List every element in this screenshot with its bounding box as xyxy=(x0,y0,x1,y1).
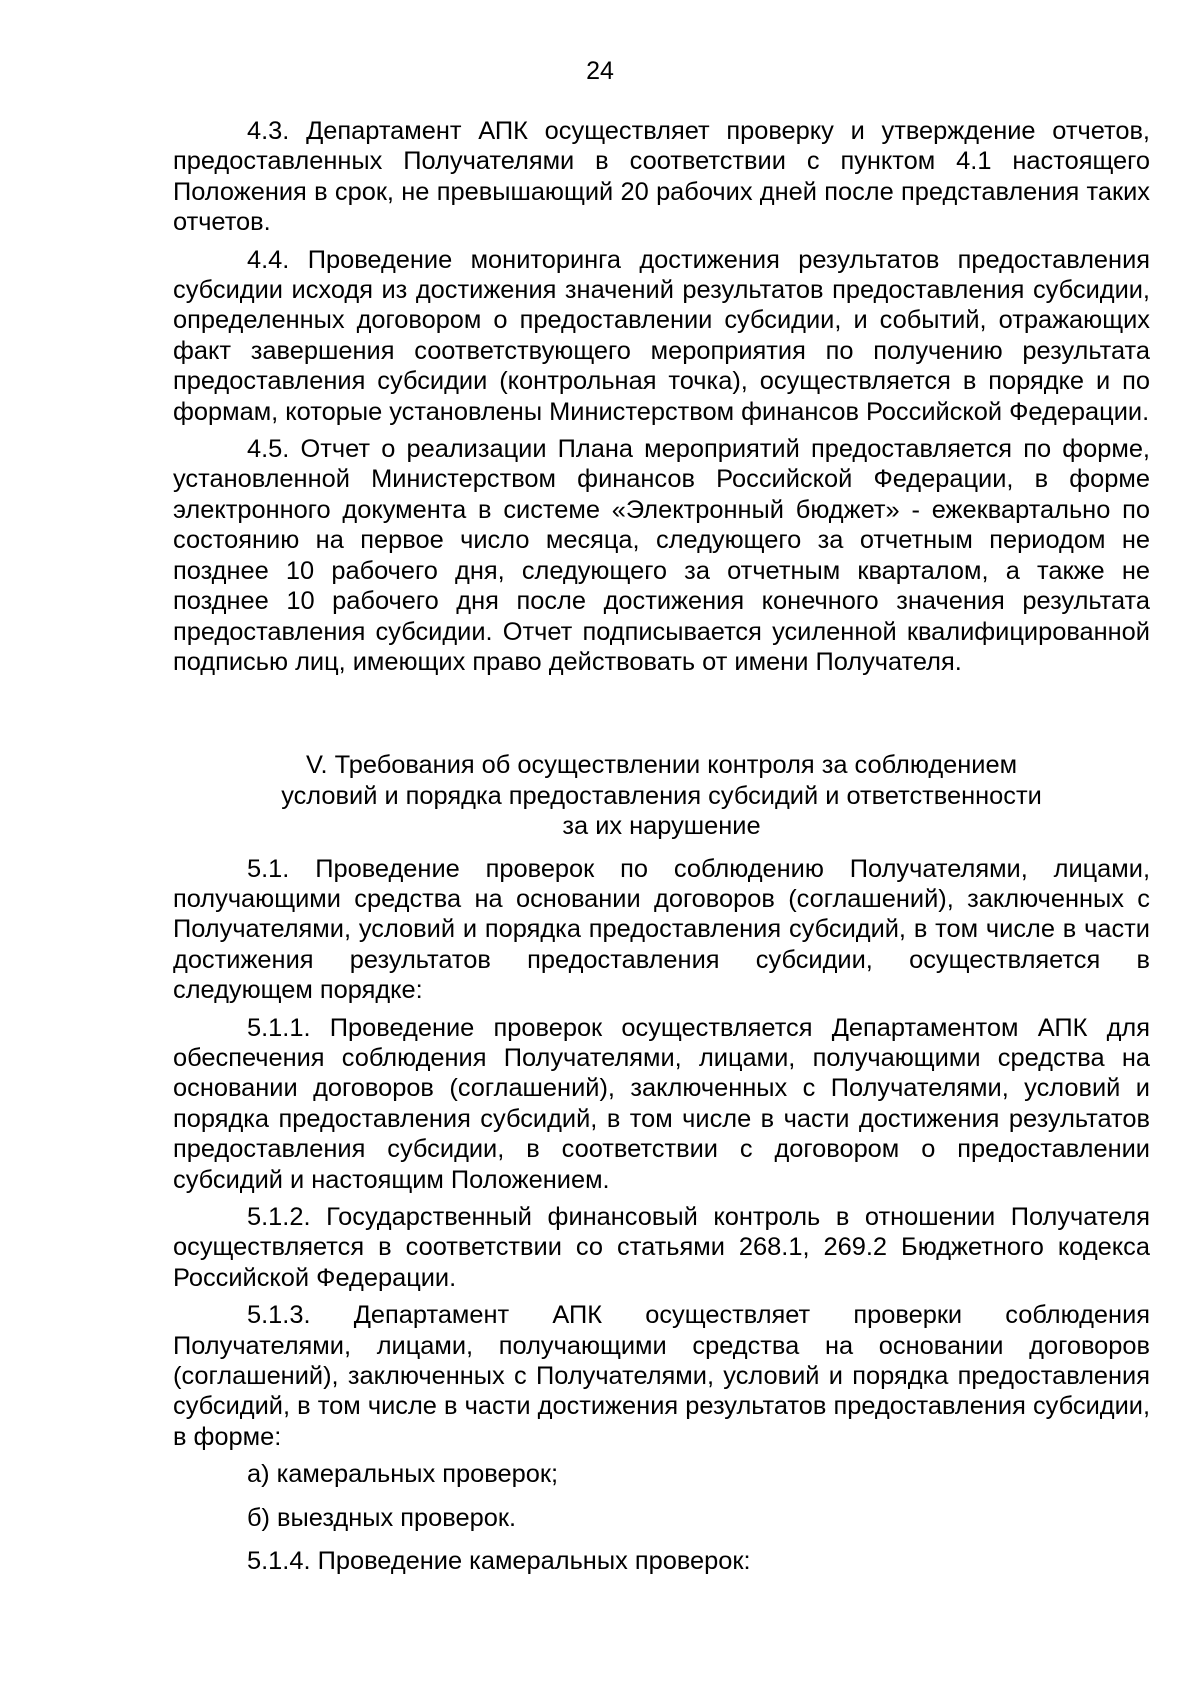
page-number: 24 xyxy=(586,57,614,85)
paragraph-4-3: 4.3. Департамент АПК осуществляет проверку и утверждение отчетов, предоставленных Получателями в соответствии с пунктом 4.1 настоящего Положения в срок, не превышающий 20 рабочих дней после представления таких отчетов. xyxy=(173,117,1150,237)
paragraph-5-1: 5.1. Проведение проверок по соблюдению Получателями, лицами, получающими средства на основании договоров (соглашений), заключенных с Получателями, условий и порядка предоставления субсидий, в том числе в части достижения результатов предоставления субсидии, осуществляется в следующем порядке: xyxy=(173,854,1150,1005)
section-heading-line: условий и порядка предоставления субсидий и ответственности xyxy=(281,781,1042,810)
paragraph-5-1-3: 5.1.3. Департамент АПК осуществляет проверки соблюдения Получателями, лицами, получающими средства на основании договоров (соглашений), заключенных с Получателями, условий и порядка предоставления субсидий, в том числе в части достижения результатов предоставления субсидии, в форме: xyxy=(173,1301,1150,1451)
paragraph-5-1-1: 5.1.1. Проведение проверок осуществляется Департаментом АПК для обеспечения соблюдения Получателями, лицами, получающими средства на основании договоров (соглашений), заключенных с Получателями, условий и порядка предоставления субсидий, в том числе в части достижения результатов предоставления субсидии, в соответствии с договором о предоставлении субсидий и настоящим Положением. xyxy=(173,1013,1150,1194)
section-heading-line: за их нарушение xyxy=(562,812,761,841)
document-body xyxy=(173,116,1150,1583)
section-heading xyxy=(173,750,1150,841)
paragraph-4-5: 4.5. Отчет о реализации Плана мероприятий предоставляется по форме, установленной Министерством финансов Российской Федерации, в форме электронного документа в системе «Электронный бюджет» - ежеквартально по состоянию на первое число месяца, следующего за отчетным периодом не позднее 10 рабочего дня, следующего за отчетным кварталом, а также не позднее 10 рабочего дня после достижения конечного значения результата предоставления субсидии. Отчет подписывается усиленной квалифицированной подписью лиц, имеющих право действовать от имени Получателя. xyxy=(173,435,1150,676)
paragraph-4-4: 4.4. Проведение мониторинга достижения результатов предоставления субсидии исходя из достижения значений результатов предоставления субсидии, определенных договором о предоставлении субсидии, и событий, отражающих факт завершения соответствующего мероприятия по получению результата предоставления субсидии (контрольная точка), осуществляется в порядке и по формам, которые установлены Министерством финансов Российской Федерации. xyxy=(173,245,1150,426)
paragraph-5-1-2: 5.1.2. Государственный финансовый контроль в отношении Получателя осуществляется в соответствии со статьями 268.1, 269.2 Бюджетного кодекса Российской Федерации. xyxy=(173,1203,1150,1292)
list-item-a: а) камеральных проверок; xyxy=(247,1460,559,1489)
list-item-b: б) выездных проверок. xyxy=(247,1503,516,1532)
paragraph-5-1-4: 5.1.4. Проведение камеральных проверок: xyxy=(247,1547,751,1576)
section-heading-line: V. Требования об осуществлении контроля за соблюдением xyxy=(305,751,1018,780)
